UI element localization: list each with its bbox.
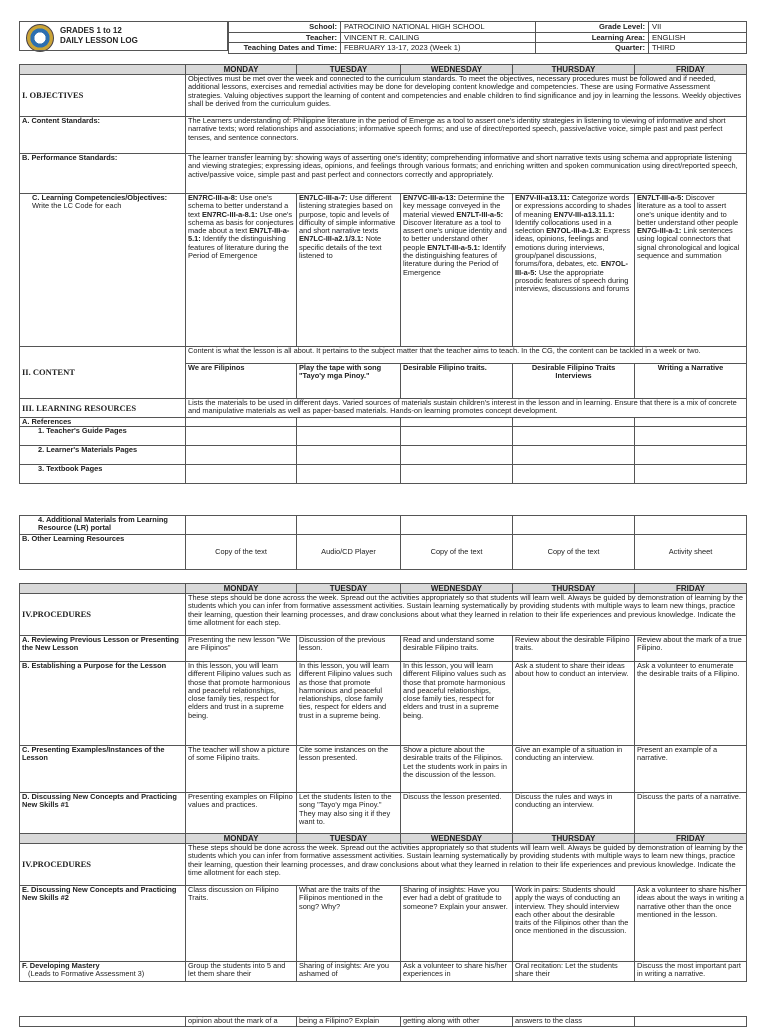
continuation-cell: answers to the class <box>513 1017 635 1027</box>
header-title-box <box>19 21 228 51</box>
lc-text: Use one's schema to better understand a text <box>188 193 289 219</box>
procedures-desc: These steps should be done across the week. Spread out the activities appropriately so that students will learn well. Always be guided by demonstration of learning by the students which you can infer from formative assessment activities. Sustain learning systematically by providing students with multiple ways to learn new things, practice their learning, question their learning processes, and draw conclusions about what they learned in relation to their life experiences and previous knowledge. Indicate the time allotment for each step. <box>186 844 747 886</box>
day-header: FRIDAY <box>635 65 747 75</box>
content-standards-label: A. Content Standards: <box>20 117 186 154</box>
lc-code: EN7RC-III-a-8: <box>188 193 238 202</box>
competencies-sub: Write the LC Code for each <box>32 201 122 211</box>
resources-table-2 <box>19 515 747 570</box>
procedure-label-cell <box>20 962 186 982</box>
lc-text: Link sentences using logical connectors that signal chronological and logical sequence and summation <box>637 226 740 261</box>
lc-code: EN7V-III-a13.11: <box>515 193 570 202</box>
day-header: THURSDAY <box>513 834 635 844</box>
objectives-desc: Objectives must be met over the week and connected to the curriculum standards. To meet the objectives, necessary procedures must be followed and if needed, additional lessons, exercises and remedial activities may be done for developing content knowledge and competencies. These are using Formative Assessment strategies. Valuing objectives support the learning of content and competencies and enable children to find significance and joy in learning the lessons. Weekly objectives shall be derived from the curriculum guides. <box>186 75 747 117</box>
other-resources-label: B. Other Learning Resources <box>20 535 186 570</box>
lc-text: Identify the distinguishing features of literature during the Period of Emergence <box>188 234 289 261</box>
procedure-cell: Review about the mark of a true Filipino. <box>635 636 747 662</box>
area-label: Learning Area: <box>536 32 649 43</box>
lc-text: Determine the key message conveyed in the material viewed <box>403 193 505 219</box>
procedure-cell: Cite some instances on the lesson presented. <box>297 746 401 793</box>
procedure-cell: Class discussion on Filipino Traits. <box>186 886 297 962</box>
lc-text: Discover literature as a tool to assert one's unique identity and to better understand other people <box>637 193 739 227</box>
procedures-table-1 <box>19 583 747 834</box>
lesson-table-main <box>19 64 747 484</box>
grade-value: VII <box>649 22 747 33</box>
lc-code: EN7LT-III-a-5: <box>456 209 504 219</box>
procedure-label: E. Discussing New Concepts and Practicing New Skills #2 <box>20 886 186 962</box>
school-label: School: <box>229 22 341 33</box>
procedure-cell: Read and understand some desirable Filipino traits. <box>401 636 513 662</box>
procedures-title: IV.PROCEDURES <box>20 844 186 886</box>
competencies-label-cell <box>20 194 186 347</box>
procedure-cell: Let the students listen to the song "Tayo'y mga Pinoy." They may also sing it if they want to. <box>297 793 401 834</box>
procedure-cell: Oral recitation: Let the students share their <box>513 962 635 982</box>
procedures-desc: These steps should be done across the week. Spread out the activities appropriately so that students will learn well. Always be guided by demonstration of learning by the students which you can infer from formative assessment activities. Sustain learning systematically by providing students with multiple ways to learn new things, practice their learning, question their learning processes, and draw conclusions about what they learned in relation to their life experiences and previous knowledge. Indicate the time allotment for each step. <box>186 594 747 636</box>
procedure-cell: Present an example of a narrative. <box>635 746 747 793</box>
lc-text: Discover literature as a tool to assert one's unique identity and to better understand other people <box>403 217 507 252</box>
day-header: FRIDAY <box>635 834 747 844</box>
day-header: MONDAY <box>186 584 297 594</box>
continuation-cell: being a Filipino? Explain <box>297 1017 401 1027</box>
procedure-sub-label: (Leads to Formative Assessment 3) <box>28 969 145 979</box>
procedure-cell: Ask a student to share their ideas about how to conduct an interview. <box>513 662 635 746</box>
day-header: TUESDAY <box>297 584 401 594</box>
content-title: II. CONTENT <box>20 347 186 399</box>
procedure-label: A. Reviewing Previous Lesson or Presenting the New Lesson <box>20 636 186 662</box>
textbook-label: 3. Textbook Pages <box>20 465 186 484</box>
procedure-cell: Discuss the most important part in writing a narrative. <box>635 962 747 982</box>
day-header: WEDNESDAY <box>401 584 513 594</box>
resources-desc: Lists the materials to be used in different days. Varied sources of materials sustain children's interest in the lesson and in learning. Ensure that there is a mix of concrete and manipulative materials as well as paper-based materials. Hands-on learning promotes concept development. <box>186 399 747 418</box>
procedure-cell: Sharing of insights: Have you ever had a debt of gratitude to someone? Explain your answer. <box>401 886 513 962</box>
day-header: WEDNESDAY <box>401 65 513 75</box>
lc-text: Express ideas, opinions, feelings and emotions during interviews, group/panel discussions, forums/fora, debates, etc. <box>515 226 631 269</box>
lc-text: Use one's schema as basis for conjectures made about a text <box>188 209 294 236</box>
procedure-cell: Presenting the new lesson "We are Filipinos" <box>186 636 297 662</box>
procedure-cell: Ask a volunteer to enumerate the desirable traits of a Filipino. <box>635 662 747 746</box>
procedures-table-2 <box>19 833 747 982</box>
procedure-cell: Show a picture about the desirable traits of the Filipinos. Let the students work in pairs in the discussion of the lesson. <box>401 746 513 793</box>
lc-code: EN7OL-III-a-1.3: <box>546 226 602 236</box>
procedure-cell: Sharing of insights: Are you ashamed of <box>297 962 401 982</box>
competency-friday <box>635 194 747 347</box>
teacher-value: VINCENT R. CAILING <box>341 32 536 43</box>
continuation-cell: getting along with other <box>401 1017 513 1027</box>
other-resource: Activity sheet <box>635 535 747 570</box>
teachers-guide-label: 1. Teacher's Guide Pages <box>20 427 186 446</box>
procedure-cell: Discuss the rules and ways in conducting an interview. <box>513 793 635 834</box>
lc-text: Use different listening strategies based on purpose, topic and levels of difficulty of simple informative and short narrative texts <box>299 193 396 236</box>
lc-text: Identify collocations used in a selection <box>515 217 612 236</box>
grade-label: Grade Level: <box>536 22 649 33</box>
additional-materials-label: 4. Additional Materials from Learning Resource (LR) portal <box>20 516 186 535</box>
day-header: MONDAY <box>186 65 297 75</box>
school-value: PATROCINIO NATIONAL HIGH SCHOOL <box>341 22 536 33</box>
procedure-label: D. Discussing New Concepts and Practicing New Skills #1 <box>20 793 186 834</box>
lc-code: EN7LT-III-a-5.1: <box>188 226 290 244</box>
lc-code: EN7LC-III-a2.1/3.1: <box>299 234 364 244</box>
content-topic: Writing a Narrative <box>635 364 747 399</box>
procedure-cell: What are the traits of the Filipinos mentioned in the song? Why? <box>297 886 401 962</box>
other-resource: Copy of the text <box>186 535 297 570</box>
quarter-label: Quarter: <box>536 43 649 54</box>
other-resource: Copy of the text <box>513 535 635 570</box>
area-value: ENGLISH <box>649 32 747 43</box>
performance-standards-text: The learner transfer learning by: showing ways of asserting one's identity; comprehending informative and short narrative texts using schema and appropriate listening and viewing strategies; expressing ideas, opinions, and feelings through various formats; and enriching written and spoken communication using direct/reported speech, active/passive voice, simple past and past perfect and connectors correctly and appropriately. <box>186 154 747 194</box>
procedure-cell: Give an example of a situation in conducting an interview. <box>513 746 635 793</box>
lc-text: Use the appropriate prosodic features of speech during interviews, discussions and forums <box>515 267 630 294</box>
content-desc: Content is what the lesson is all about. It pertains to the subject matter that the teacher aims to teach. In the CG, the content can be tackled in a week or two. <box>186 347 747 364</box>
procedure-cell: In this lesson, you will learn different Filipino values such as those that promote harmonious and peaceful relationships, close family ties, respect for elders and trust in a supreme being. <box>186 662 297 746</box>
procedures-continuation <box>19 1016 747 1027</box>
procedure-cell: Group the students into 5 and let them share their <box>186 962 297 982</box>
teacher-label: Teacher: <box>229 32 341 43</box>
procedure-cell: Ask a volunteer to share his/her experiences in <box>401 962 513 982</box>
lc-code: EN7LT-III-a-5.1: <box>427 242 481 252</box>
lc-text: Identify the distinguishing features of literature during the Period of Emergence <box>403 242 506 277</box>
procedure-cell: In this lesson, you will learn different Filipino values such as those that promote harmonious and peaceful relationships, close family ties, respect for elders and trust in a supreme being. <box>401 662 513 746</box>
continuation-cell: opinion about the mark of a <box>186 1017 297 1027</box>
competency-tuesday <box>297 194 401 347</box>
procedure-cell: The teacher will show a picture of some Filipino traits. <box>186 746 297 793</box>
procedure-cell: In this lesson, you will learn different Filipino values such as those that promote harmonious and peaceful relationships, close family ties, respect for elders and trust in a supreme being. <box>297 662 401 746</box>
lc-code: EN7VC-III-a-13: <box>403 193 456 202</box>
day-header: MONDAY <box>186 834 297 844</box>
log-title: DAILY LESSON LOG <box>60 36 138 45</box>
procedures-title: IV.PROCEDURES <box>20 594 186 636</box>
day-header: TUESDAY <box>297 834 401 844</box>
procedure-label: B. Establishing a Purpose for the Lesson <box>20 662 186 746</box>
header-info-table <box>228 21 747 54</box>
procedure-cell: Ask a volunteer to share his/her ideas about the ways in writing a narrative other than the once mentioned in the lesson. <box>635 886 747 962</box>
dates-label: Teaching Dates and Time: <box>229 43 341 54</box>
lc-code: EN7LC-III-a-7: <box>299 193 348 202</box>
content-topic: We are Filipinos <box>186 364 297 399</box>
dates-value: FEBRUARY 13-17, 2023 (Week 1) <box>341 43 536 54</box>
content-topic: Desirable Filipino Traits Interviews <box>513 364 635 399</box>
competencies-label: C. Learning Competencies/Objectives: <box>32 193 168 202</box>
competency-wednesday <box>401 194 513 347</box>
lc-text: Categorize words or expressions according to shades of meaning <box>515 193 632 219</box>
competency-monday <box>186 194 297 347</box>
continuation-cell <box>635 1017 747 1027</box>
content-standards-text: The Learners understanding of: Philippine literature in the period of Emerge as a tool to assert one's identity strategies in listening to viewing of informative and short narrative texts; word relationships and associations; informative speech forms; and use of direct/reported speech, passive/active voice, simple past and past perfect tenses, and sentence connectors. <box>186 117 747 154</box>
procedure-label: C. Presenting Examples/Instances of the Lesson <box>20 746 186 793</box>
day-header: THURSDAY <box>513 584 635 594</box>
day-header: FRIDAY <box>635 584 747 594</box>
grades-label: GRADES 1 to 12 <box>60 26 122 35</box>
lc-code: EN7RC-III-a-8.1: <box>201 209 258 219</box>
lc-code: EN7V-III-a13.11.1: <box>553 209 615 219</box>
other-resource: Audio/CD Player <box>297 535 401 570</box>
other-resource: Copy of the text <box>401 535 513 570</box>
procedure-cell: Discussion of the previous lesson. <box>297 636 401 662</box>
procedure-cell: Review about the desirable Filipino traits. <box>513 636 635 662</box>
procedure-cell: Presenting examples on Filipino values and practices. <box>186 793 297 834</box>
content-topic: Desirable Filipino traits. <box>401 364 513 399</box>
learners-materials-label: 2. Learner's Materials Pages <box>20 446 186 465</box>
lc-code: EN7LT-III-a-5: <box>637 193 684 202</box>
day-header: WEDNESDAY <box>401 834 513 844</box>
objectives-title: I. OBJECTIVES <box>20 75 186 117</box>
procedure-label: F. Developing Mastery <box>22 961 100 970</box>
procedure-cell: Discuss the lesson presented. <box>401 793 513 834</box>
lc-code: EN7OL-III-a-5: <box>515 259 628 277</box>
procedure-cell: Work in pairs: Students should apply the ways of conducting an interview. They should interview each other about the desirable traits of the Filipinos other than the once mentioned in the discussion. <box>513 886 635 962</box>
content-topic: Play the tape with song "Tayo'y mga Pinoy." <box>297 364 401 399</box>
resources-title: III. LEARNING RESOURCES <box>20 399 186 418</box>
quarter-value: THIRD <box>649 43 747 54</box>
day-header: TUESDAY <box>297 65 401 75</box>
lc-text: Note specific details of the text listened to <box>299 234 382 261</box>
performance-standards-label: B. Performance Standards: <box>20 154 186 194</box>
day-header: THURSDAY <box>513 65 635 75</box>
lc-code: EN7G-III-a-1: <box>637 226 682 236</box>
procedure-cell: Discuss the parts of a narrative. <box>635 793 747 834</box>
references-label: A. References <box>20 418 186 427</box>
competency-thursday <box>513 194 635 347</box>
